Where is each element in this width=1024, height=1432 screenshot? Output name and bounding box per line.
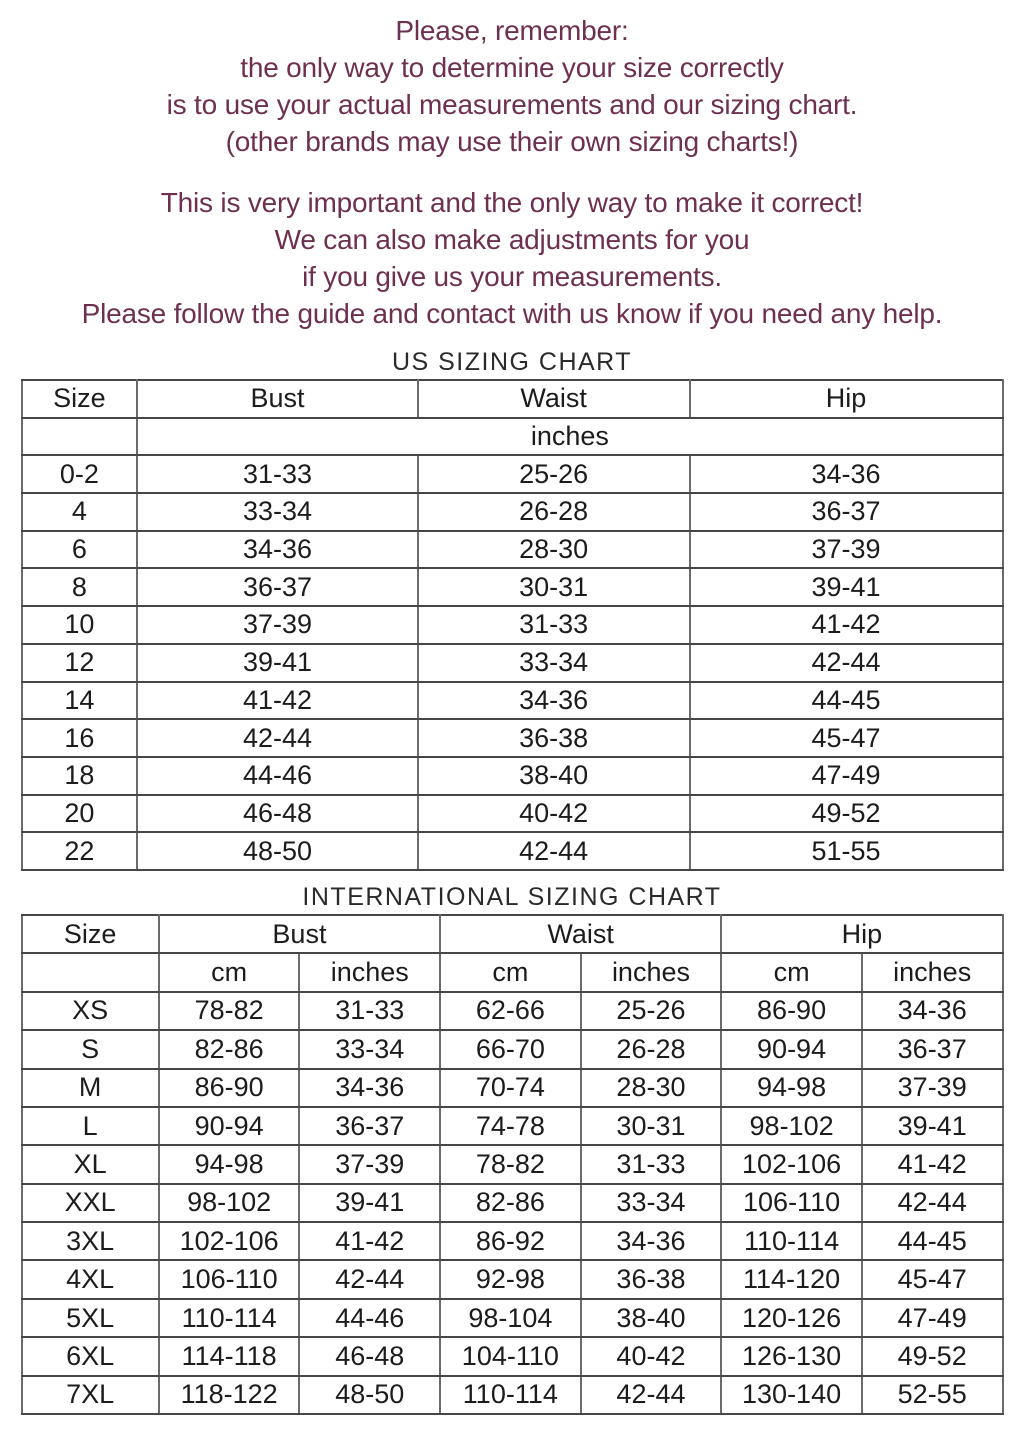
measurement-cell: 37-39 (299, 1145, 440, 1183)
measurement-cell: 31-33 (418, 606, 690, 644)
size-cell: 5XL (22, 1299, 159, 1337)
table-row (22, 719, 1003, 757)
column-header-waist: Waist (418, 380, 690, 418)
measurement-cell: 120-126 (721, 1299, 862, 1337)
measurement-cell: 51-55 (690, 832, 1003, 870)
measurement-cell: 46-48 (299, 1337, 440, 1375)
table-row (22, 1376, 1003, 1414)
measurement-cell: 47-49 (862, 1299, 1003, 1337)
measurement-cell: 49-52 (690, 795, 1003, 833)
intro-line: This is very important and the only way to make it correct! (160, 187, 864, 218)
measurement-cell: 45-47 (862, 1260, 1003, 1298)
size-cell: 14 (22, 682, 138, 720)
table-row (22, 568, 1003, 606)
measurement-cell: 130-140 (721, 1376, 862, 1414)
measurement-cell: 110-114 (440, 1376, 581, 1414)
measurement-cell: 37-39 (690, 531, 1003, 569)
intro-line: is to use your actual measurements and our sizing chart. (166, 89, 858, 120)
measurement-cell: 49-52 (862, 1337, 1003, 1375)
measurement-cell: 46-48 (137, 795, 418, 833)
measurement-cell: 34-36 (418, 682, 690, 720)
table-row (22, 1222, 1003, 1260)
unit-label-cm: cm (721, 953, 862, 991)
empty-cell (22, 953, 159, 991)
measurement-cell: 42-44 (690, 644, 1003, 682)
measurement-cell: 36-38 (581, 1260, 722, 1298)
us-chart-title: US SIZING CHART (391, 348, 633, 376)
measurement-cell: 31-33 (581, 1145, 722, 1183)
measurement-cell: 78-82 (440, 1145, 581, 1183)
unit-label-inches: inches (862, 953, 1003, 991)
measurement-cell: 74-78 (440, 1107, 581, 1145)
table-row (22, 455, 1003, 493)
measurement-cell: 30-31 (581, 1107, 722, 1145)
measurement-cell: 36-37 (862, 1030, 1003, 1068)
empty-cell (22, 418, 138, 456)
measurement-cell: 41-42 (690, 606, 1003, 644)
size-cell: 0-2 (22, 455, 138, 493)
size-cell: 3XL (22, 1222, 159, 1260)
measurement-cell: 34-36 (299, 1069, 440, 1107)
measurement-cell: 94-98 (721, 1069, 862, 1107)
measurement-cell: 102-106 (721, 1145, 862, 1183)
size-cell: 20 (22, 795, 138, 833)
measurement-cell: 52-55 (862, 1376, 1003, 1414)
column-header-bust: Bust (159, 915, 440, 953)
table-row (22, 1184, 1003, 1222)
column-header-size: Size (22, 380, 138, 418)
measurement-cell: 37-39 (137, 606, 418, 644)
table-row (22, 493, 1003, 531)
measurement-cell: 36-38 (418, 719, 690, 757)
size-cell: 6 (22, 531, 138, 569)
measurement-cell: 39-41 (299, 1184, 440, 1222)
measurement-cell: 90-94 (721, 1030, 862, 1068)
measurement-cell: 36-37 (299, 1107, 440, 1145)
measurement-cell: 48-50 (299, 1376, 440, 1414)
measurement-cell: 118-122 (159, 1376, 300, 1414)
measurement-cell: 34-36 (862, 992, 1003, 1030)
size-cell: 7XL (22, 1376, 159, 1414)
measurement-cell: 98-102 (721, 1107, 862, 1145)
measurement-cell: 110-114 (159, 1299, 300, 1337)
measurement-cell: 98-104 (440, 1299, 581, 1337)
unit-label-cm: cm (159, 953, 300, 991)
measurement-cell: 102-106 (159, 1222, 300, 1260)
intro-line: We can also make adjustments for you (274, 224, 750, 255)
size-cell: XS (22, 992, 159, 1030)
measurement-cell: 82-86 (440, 1184, 581, 1222)
measurement-cell: 106-110 (159, 1260, 300, 1298)
measurement-cell: 34-36 (690, 455, 1003, 493)
size-cell: M (22, 1069, 159, 1107)
size-cell: 12 (22, 644, 138, 682)
unit-row (22, 418, 1003, 456)
table-row (22, 606, 1003, 644)
size-cell: S (22, 1030, 159, 1068)
measurement-cell: 66-70 (440, 1030, 581, 1068)
measurement-cell: 92-98 (440, 1260, 581, 1298)
measurement-cell: 33-34 (418, 644, 690, 682)
measurement-cell: 33-34 (137, 493, 418, 531)
measurement-cell: 98-102 (159, 1184, 300, 1222)
measurement-cell: 40-42 (418, 795, 690, 833)
measurement-cell: 39-41 (690, 568, 1003, 606)
measurement-cell: 39-41 (137, 644, 418, 682)
intro-line: (other brands may use their own sizing charts!) (225, 126, 799, 157)
size-cell: 10 (22, 606, 138, 644)
unit-label: inches (137, 418, 1002, 456)
measurement-cell: 44-46 (137, 757, 418, 795)
table-row (22, 757, 1003, 795)
measurement-cell: 39-41 (862, 1107, 1003, 1145)
size-cell: 16 (22, 719, 138, 757)
unit-row (22, 953, 1003, 991)
intro-line: the only way to determine your size correctly (240, 52, 784, 83)
measurement-cell: 86-90 (159, 1069, 300, 1107)
size-cell: XL (22, 1145, 159, 1183)
table-row (22, 682, 1003, 720)
unit-label-inches: inches (581, 953, 722, 991)
measurement-cell: 38-40 (418, 757, 690, 795)
table-row (22, 1337, 1003, 1375)
measurement-cell: 26-28 (418, 493, 690, 531)
measurement-cell: 90-94 (159, 1107, 300, 1145)
measurement-cell: 41-42 (137, 682, 418, 720)
measurement-cell: 78-82 (159, 992, 300, 1030)
table-row (22, 832, 1003, 870)
column-header-size: Size (22, 915, 159, 953)
measurement-cell: 44-45 (690, 682, 1003, 720)
size-cell: 6XL (22, 1337, 159, 1375)
intro-line: Please, remember: (395, 15, 629, 46)
us-sizing-table (21, 379, 1004, 871)
column-header-hip: Hip (721, 915, 1002, 953)
measurement-cell: 70-74 (440, 1069, 581, 1107)
column-header-hip: Hip (690, 380, 1003, 418)
measurement-cell: 42-44 (862, 1184, 1003, 1222)
measurement-cell: 106-110 (721, 1184, 862, 1222)
measurement-cell: 26-28 (581, 1030, 722, 1068)
measurement-cell: 42-44 (418, 832, 690, 870)
unit-label-inches: inches (299, 953, 440, 991)
measurement-cell: 42-44 (299, 1260, 440, 1298)
measurement-cell: 86-92 (440, 1222, 581, 1260)
intro-line: Please follow the guide and contact with us know if you need any help. (81, 298, 943, 329)
measurement-cell: 114-120 (721, 1260, 862, 1298)
size-cell: 4XL (22, 1260, 159, 1298)
table-header-row (22, 915, 1003, 953)
size-cell: 4 (22, 493, 138, 531)
measurement-cell: 44-45 (862, 1222, 1003, 1260)
measurement-cell: 30-31 (418, 568, 690, 606)
table-row (22, 1145, 1003, 1183)
measurement-cell: 41-42 (862, 1145, 1003, 1183)
measurement-cell: 36-37 (137, 568, 418, 606)
table-row (22, 992, 1003, 1030)
size-cell: XXL (22, 1184, 159, 1222)
measurement-cell: 37-39 (862, 1069, 1003, 1107)
table-row (22, 1030, 1003, 1068)
table-row (22, 795, 1003, 833)
measurement-cell: 48-50 (137, 832, 418, 870)
measurement-cell: 25-26 (581, 992, 722, 1030)
intro-line: if you give us your measurements. (302, 261, 722, 292)
measurement-cell: 40-42 (581, 1337, 722, 1375)
size-cell: 18 (22, 757, 138, 795)
measurement-cell: 114-118 (159, 1337, 300, 1375)
measurement-cell: 28-30 (581, 1069, 722, 1107)
column-header-bust: Bust (137, 380, 418, 418)
measurement-cell: 44-46 (299, 1299, 440, 1337)
measurement-cell: 41-42 (299, 1222, 440, 1260)
size-cell: 8 (22, 568, 138, 606)
measurement-cell: 42-44 (137, 719, 418, 757)
measurement-cell: 34-36 (581, 1222, 722, 1260)
measurement-cell: 31-33 (299, 992, 440, 1030)
table-row (22, 1260, 1003, 1298)
measurement-cell: 31-33 (137, 455, 418, 493)
measurement-cell: 33-34 (299, 1030, 440, 1068)
measurement-cell: 82-86 (159, 1030, 300, 1068)
table-row (22, 1107, 1003, 1145)
measurement-cell: 25-26 (418, 455, 690, 493)
table-row (22, 1299, 1003, 1337)
table-header-row (22, 380, 1003, 418)
measurement-cell: 47-49 (690, 757, 1003, 795)
measurement-cell: 94-98 (159, 1145, 300, 1183)
table-row (22, 644, 1003, 682)
measurement-cell: 104-110 (440, 1337, 581, 1375)
measurement-cell: 36-37 (690, 493, 1003, 531)
table-row (22, 1069, 1003, 1107)
unit-label-cm: cm (440, 953, 581, 991)
paragraph-gap (0, 160, 1024, 184)
table-row (22, 531, 1003, 569)
measurement-cell: 126-130 (721, 1337, 862, 1375)
measurement-cell: 33-34 (581, 1184, 722, 1222)
measurement-cell: 28-30 (418, 531, 690, 569)
international-sizing-table (21, 914, 1004, 1415)
size-cell: 22 (22, 832, 138, 870)
column-header-waist: Waist (440, 915, 721, 953)
measurement-cell: 86-90 (721, 992, 862, 1030)
intro-text-block (0, 0, 1024, 332)
measurement-cell: 34-36 (137, 531, 418, 569)
measurement-cell: 62-66 (440, 992, 581, 1030)
measurement-cell: 38-40 (581, 1299, 722, 1337)
measurement-cell: 110-114 (721, 1222, 862, 1260)
size-cell: L (22, 1107, 159, 1145)
intl-chart-title: INTERNATIONAL SIZING CHART (302, 882, 722, 911)
measurement-cell: 42-44 (581, 1376, 722, 1414)
measurement-cell: 45-47 (690, 719, 1003, 757)
